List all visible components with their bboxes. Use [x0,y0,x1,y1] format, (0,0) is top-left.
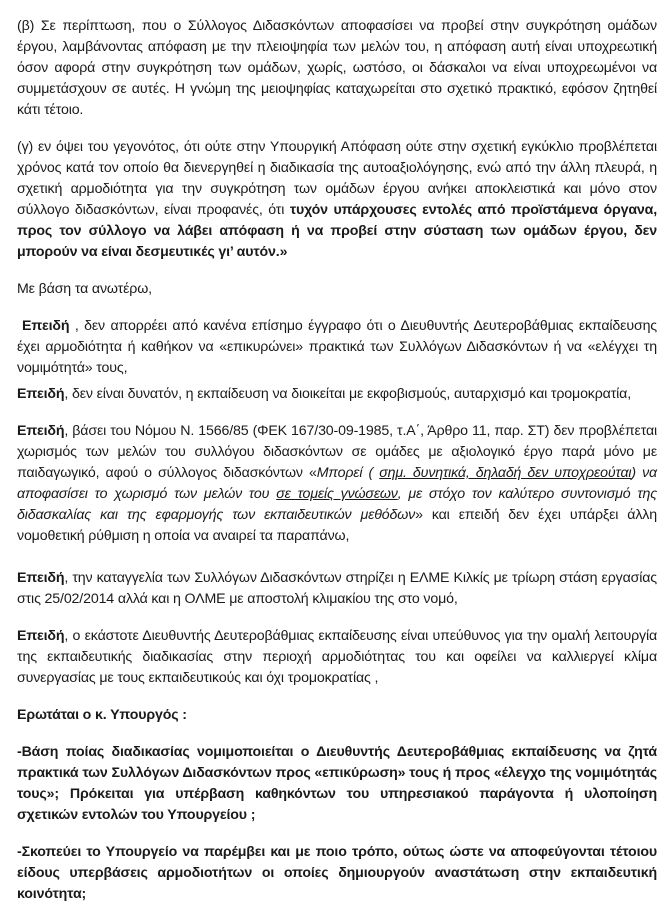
question-2-text: -Σκοπεύει το Υπουργείο να παρέμβει και με ποιο τρόπο, ούτως ώστε να αποφεύγονται τέτοιου είδους υπερβάσεις αρμοδιοτήτων οι οποίες δημιουργούν αναστάτωση στην εκπαιδευτική κοινότητα; [17,844,657,902]
paragraph-since-3 [17,421,657,547]
paragraph-since-5 [17,626,657,689]
quote-italic-1: Μπορεί ( [316,465,380,481]
quote-italic-underline-1: σημ. δυνητικά, δηλαδή δεν υποχρεούται [379,465,632,481]
paragraph-gamma-bold-text: τυχόν υπάρχουσες εντολές από προϊστάμενα όργανα, προς τον σύλλογο να λάβει απόφαση ή να προβεί στην σύσταση των ομάδων έργου, δεν μπορούν να είναι δεσμευτικές γι’ αυτόν.» [17,202,658,260]
paragraph-based-on-text: Με βάση τα ανωτέρω, [17,281,152,297]
paragraph-since-2 [17,384,657,405]
question-1 [17,742,657,826]
quote-italic-2: ) να αποφασίσει το χωρισμό των μελών του [17,465,657,502]
quote-italic-3: , με στόχο τον καλύτερο συντονισμό της διδασκαλίας και της εφαρμογής των εκπαιδευτικών μεθόδων [17,486,657,523]
paragraph-beta-text: (β) Σε περίπτωση, που ο Σύλλογος Διδασκόντων αποφασίσει να προβεί στην συγκρότηση ομάδων έργου, λαμβάνοντας απόφαση με την πλειοψηφία των μελών του, η απόφαση αυτή είναι υποχρεωτική όσον αφορά στην συγκρότηση των ομάδων, χωρίς, ωστόσο, οι δάσκαλοι να είναι υποχρεωμένοι να συμμετάσχουν σε αυτές. Η γνώμη της μειοψηφίας καταχωρείται στο σχετικό πρακτικό, εφόσον ζητηθεί κάτι τέτοιο. [17,18,657,118]
paragraph-since-1 [17,316,657,379]
paragraph-beta [17,16,657,121]
question-heading-text: Ερωτάται ο κ. Υπουργός : [17,707,187,723]
since-lead-word: Επειδή [17,570,65,586]
paragraph-since-3-text-1: , βάσει του Νόμου Ν. 1566/85 (ΦΕΚ 167/30-09-1985, τ.Α΄, Άρθρο 11, παρ. ΣΤ) δεν προβλέπεται χωρισμός των μελών του συλλόγου διδασκόντων σε ομάδες με αξιολογικό έργο παρά μόνο με παιδαγωγικό, αφού ο σύλλογος διδασκόντων « [17,423,657,481]
paragraph-since-5-text: , ο εκάστοτε Διευθυντής Δευτεροβάθμιας εκπαίδευσης είναι υπεύθυνος για την ομαλή λειτουργία της εκπαιδευτικής διαδικασίας στην περιοχή αρμοδιότητας του και οφείλει να καλλιεργεί κλίμα συνεργασίας με τους εκπαιδευτικούς και όχι τρομοκρατίας , [17,628,657,686]
question-1-text: -Βάση ποίας διαδικασίας νομιμοποιείται ο Διευθυντής Δευτεροβάθμιας εκπαίδευσης να ζητά πρακτικά των Συλλόγων Διδασκόντων προς «επικύρωση» τους ή προς «έλεγχο της νομιμότητάς τους»; Πρόκειται για υπέρβαση καθηκόντων του υπηρεσιακού παράγοντα ή υλοποίηση σχετικών εντολών του Υπουργείου ; [17,744,657,823]
paragraph-gamma [17,137,657,263]
paragraph-since-4-text: , την καταγγελία των Συλλόγων Διδασκόντων στηρίζει η ΕΛΜΕ Κιλκίς με τρίωρη στάση εργασίας στις 25/02/2014 αλλά και η ΟΛΜΕ με αποστολή κλιμακίου της στο νομό, [17,570,657,607]
question-2 [17,842,657,905]
since-lead-word: Επειδή [17,386,65,402]
quote-italic-underline-2: σε τομείς γνώσεων [276,486,398,502]
paragraph-since-3-text-2: » και επειδή δεν έχει υπάρξει άλλη νομοθετική ρύθμιση η οποία να αναιρεί τα παραπάνω, [17,507,657,544]
since-lead-word: Επειδή [17,423,65,439]
paragraph-gamma-text: (γ) εν όψει του γεγονότος, ότι ούτε στην Υπουργική Απόφαση ούτε στην σχετική εγκύκλιο προβλέπεται χρόνος κατά τον οποίο θα διενεργηθεί η διαδικασία της αυτοαξιολόγησης, ενώ από την άλλη πλευρά, η σχετική αρμοδιότητα για την συγκρότηση των ομάδων έργου ανήκει αποκλειστικά και μόνο στον σύλλογο διδασκόντων, είναι προφανές, ότι [17,139,657,218]
question-heading [17,705,657,726]
paragraph-since-1-text: , δεν απορρέει από κανένα επίσημο έγγραφο ότι ο Διευθυντής Δευτεροβάθμιας εκπαίδευσης έχει αρμοδιότητα ή καθήκον να «επικυρώνει» πρακτικά των Συλλόγων Διδασκόντων ή να «ελέγχει τη νομιμότητά» τους, [17,318,657,376]
paragraph-since-2-text: , δεν είναι δυνατόν, η εκπαίδευση να διοικείται με εκφοβισμούς, αυταρχισμό και τρομοκρατία, [64,386,632,402]
since-lead-word: Επειδή [22,318,70,334]
since-lead-word: Επειδή [17,628,65,644]
paragraph-since-4 [17,568,657,610]
paragraph-based-on [17,279,657,300]
